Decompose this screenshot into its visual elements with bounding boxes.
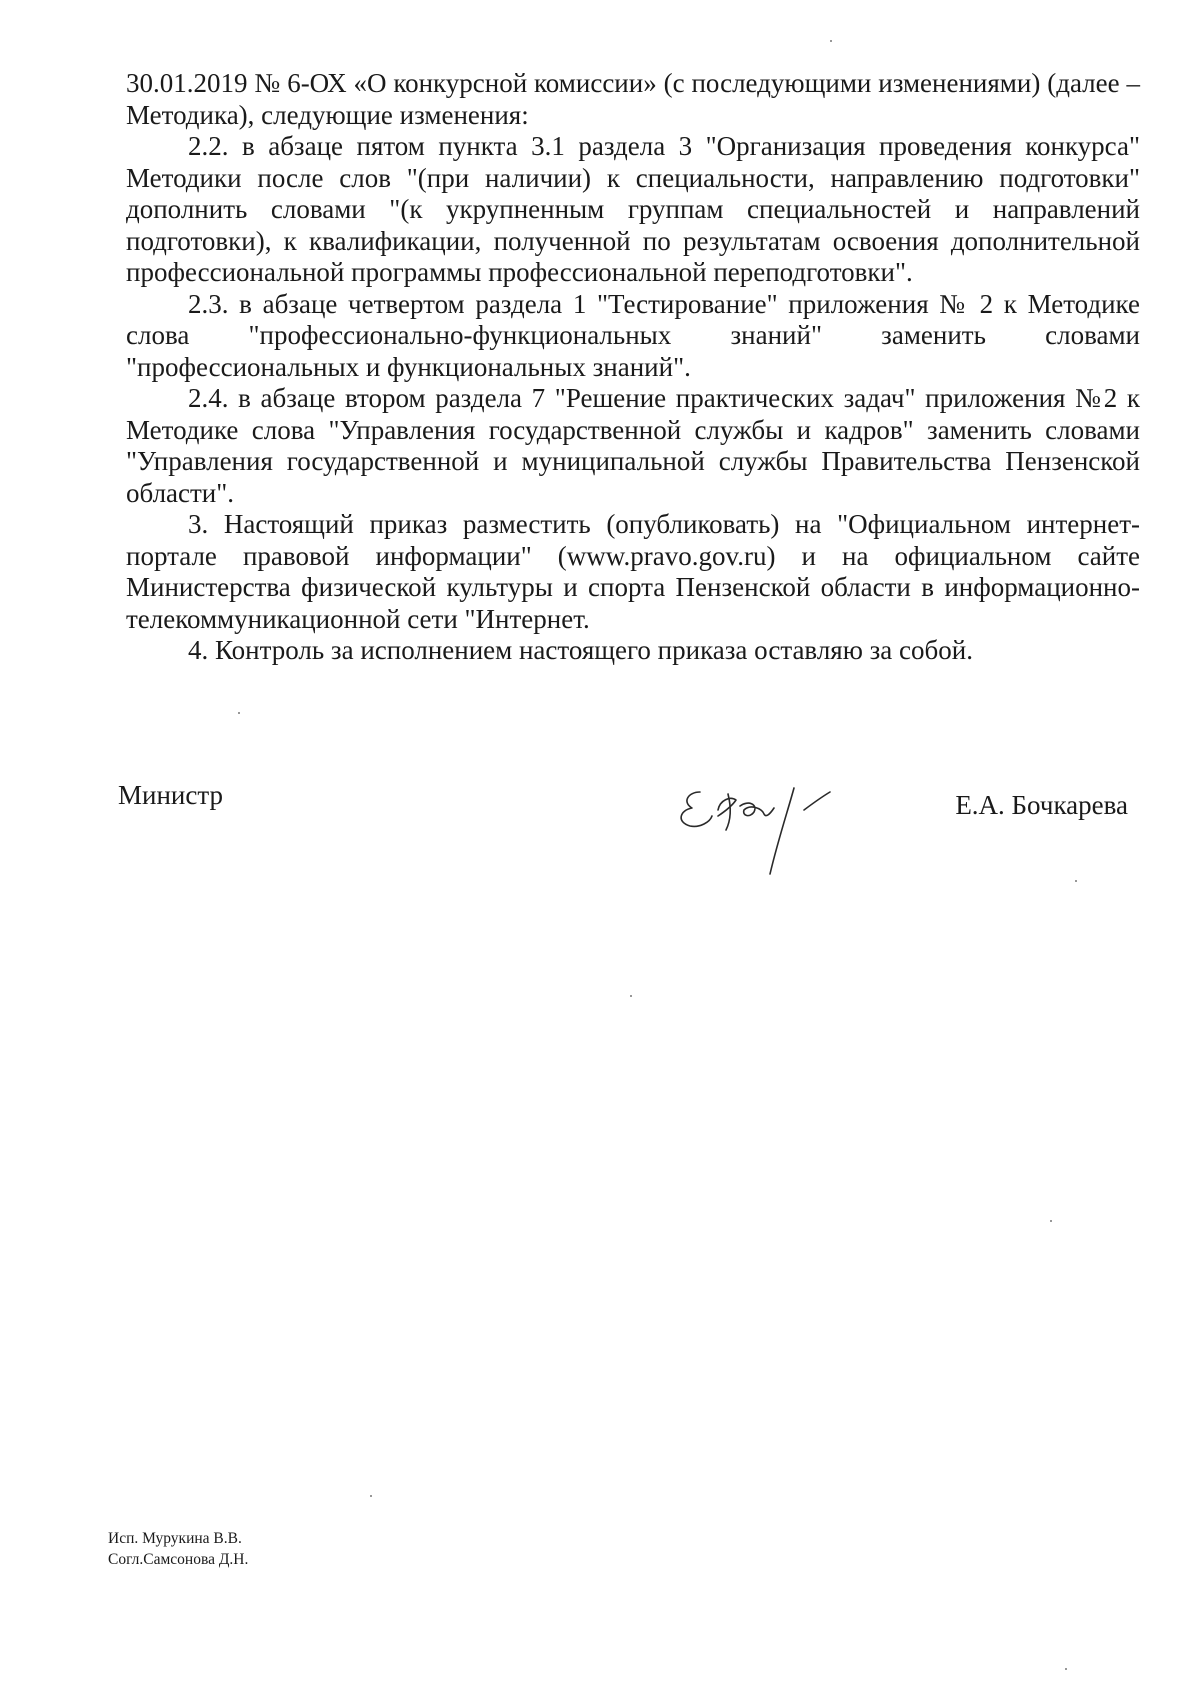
handwritten-signature	[670, 770, 870, 880]
position-title: Министр	[118, 780, 223, 810]
scan-speck	[370, 1495, 372, 1497]
paragraph-4: 4. Контроль за исполнением настоящего приказа оставляю за собой.	[188, 635, 973, 665]
paragraph-2-4: 2.4. в абзаце втором раздела 7 "Решение практических задач" приложения №2 к Методике слова "Управления государственной службы и кадров" заменить словами "Управления государственной и муниципальной службы Правительства Пензенской области".	[126, 383, 1140, 508]
scan-speck	[1065, 1668, 1067, 1670]
paragraph-2-2: 2.2. в абзаце пятом пункта 3.1 раздела 3 "Организация проведения конкурса" Методики после слов "(при наличии) к специальности, направлению подготовки" дополнить словами "(к укрупненным группам специальностей и направлений подготовки), к квалификации, полученной по результатам освоения дополнительной профессиональной программы профессиональной переподготовки".	[126, 131, 1140, 287]
paragraph-intro: 30.01.2019 № 6-ОХ «О конкурсной комиссии» (с последующими изменениями) (далее – Методика), следующие изменения:	[126, 68, 1140, 130]
executor-note: Исп. Мурукина В.В.	[108, 1530, 242, 1547]
approval-note: Согл.Самсонова Д.Н.	[108, 1551, 249, 1568]
paragraph-3: 3. Настоящий приказ разместить (опубликовать) на "Официальном интернет-портале правовой информации" (www.pravo.gov.ru) и на официальном сайте Министерства физической культуры и спорта Пензенской области в информационно-телекоммуникационной сети "Интернет.	[126, 509, 1140, 634]
scan-speck	[630, 995, 632, 997]
footer-notes	[108, 1528, 248, 1570]
signer-name: Е.А. Бочкарева	[955, 790, 1128, 820]
scan-speck	[830, 40, 832, 42]
paragraph-2-3: 2.3. в абзаце четвертом раздела 1 "Тестирование" приложения № 2 к Методике слова "профессионально-функциональных знаний" заменить словами "профессиональных и функциональных знаний".	[126, 288, 1140, 382]
scan-speck	[1075, 880, 1077, 882]
signature-block	[118, 780, 1128, 900]
document-body	[126, 68, 1140, 667]
scan-speck	[1050, 1220, 1052, 1222]
scan-speck	[238, 712, 240, 714]
